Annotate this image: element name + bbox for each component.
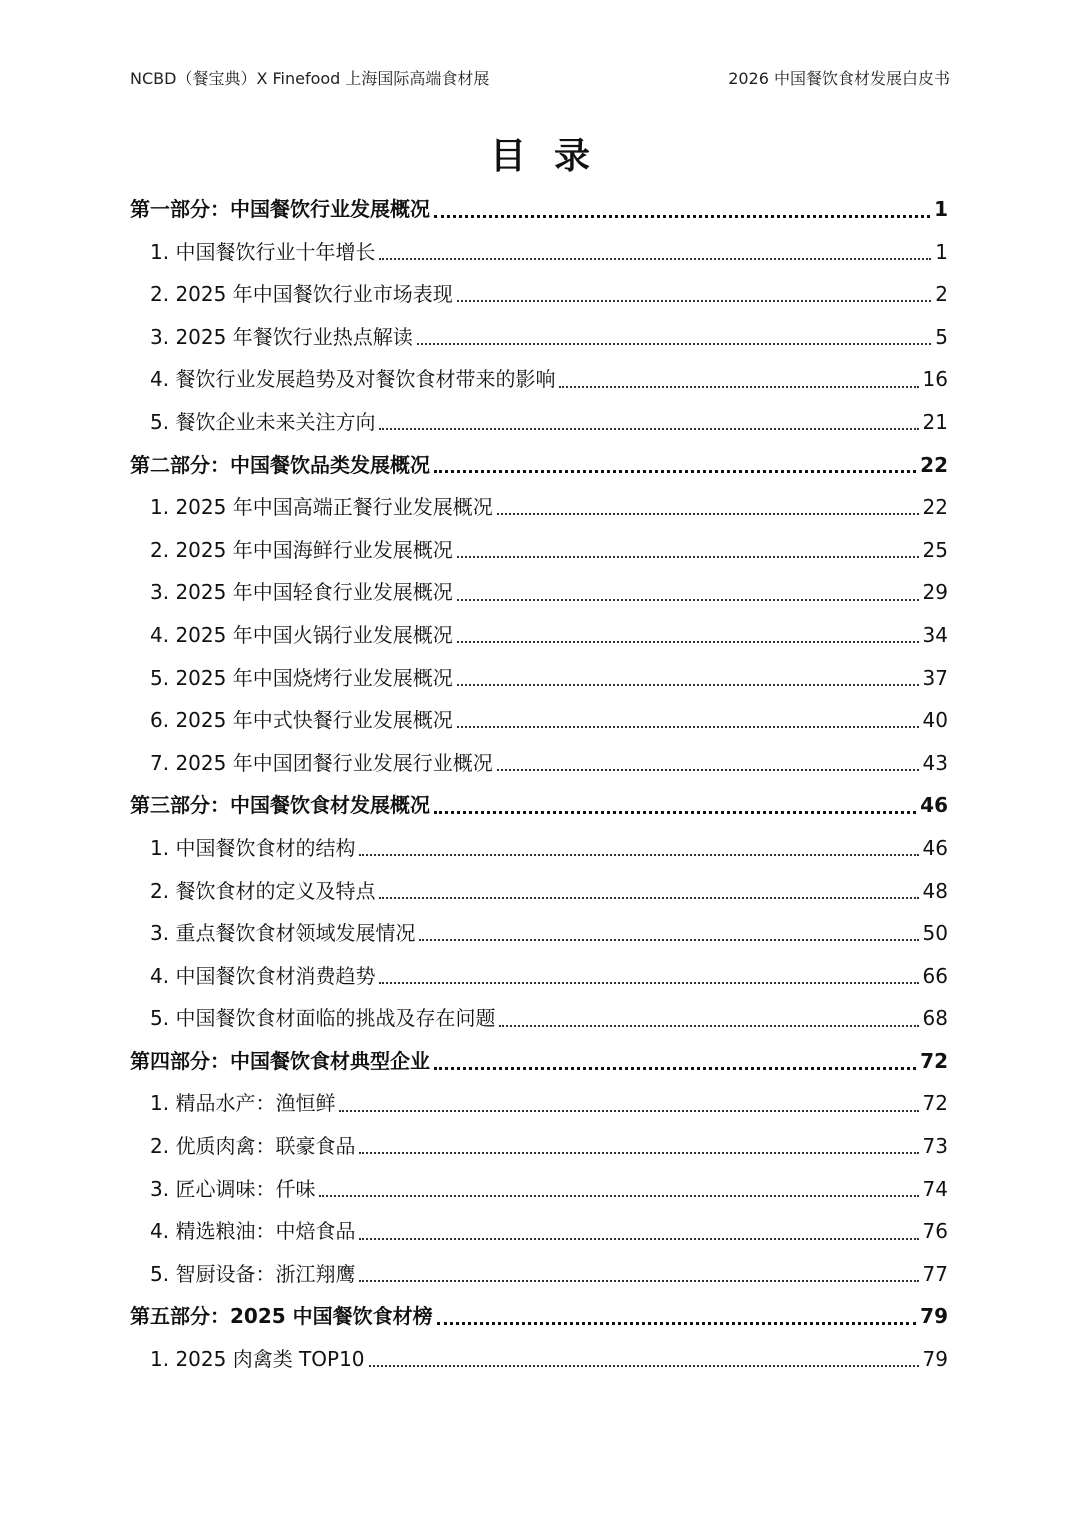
toc-entry-label: 第四部分：中国餐饮食材典型企业 xyxy=(130,1048,430,1073)
dot-leader xyxy=(379,258,931,260)
toc-entry-page-number: 22 xyxy=(922,495,948,520)
toc-item-entry[interactable] xyxy=(130,1125,948,1168)
toc-entry-label: 6. 2025 年中式快餐行业发展概况 xyxy=(150,708,453,733)
toc-entry-page-number: 50 xyxy=(922,921,948,946)
dot-leader xyxy=(339,1110,918,1112)
toc-entry-label: 2. 2025 年中国海鲜行业发展概况 xyxy=(150,537,453,562)
toc-entry-page-number: 16 xyxy=(922,367,948,392)
dot-leader xyxy=(559,386,918,388)
toc-item-entry[interactable] xyxy=(130,1168,948,1211)
page-header xyxy=(130,66,950,89)
toc-entry-label: 4. 餐饮行业发展趋势及对餐饮食材带来的影响 xyxy=(150,367,556,392)
dot-leader xyxy=(359,1238,918,1240)
toc-entry-page-number: 43 xyxy=(922,750,948,775)
toc-entry-page-number: 22 xyxy=(920,452,948,477)
toc-entry-label: 5. 2025 年中国烧烤行业发展概况 xyxy=(150,665,453,690)
toc-item-entry[interactable] xyxy=(130,912,948,955)
dot-leader xyxy=(437,1322,917,1325)
toc-entry-page-number: 1 xyxy=(935,239,948,264)
toc-entry-label: 1. 2025 年中国高端正餐行业发展概况 xyxy=(150,495,493,520)
header-left-text: NCBD（餐宝典）X Finefood 上海国际高端食材展 xyxy=(130,69,490,88)
toc-item-entry[interactable] xyxy=(130,486,948,529)
toc-entry-page-number: 79 xyxy=(922,1347,948,1372)
toc-entry-label: 2. 餐饮食材的定义及特点 xyxy=(150,878,376,903)
toc-entry-page-number: 76 xyxy=(922,1219,948,1244)
toc-entry-label: 第五部分：2025 中国餐饮食材榜 xyxy=(130,1304,433,1329)
toc-item-entry[interactable] xyxy=(130,1082,948,1125)
toc-entry-label: 4. 精选粮油：中焙食品 xyxy=(150,1219,356,1244)
toc-entry-page-number: 1 xyxy=(934,197,948,221)
toc-entry-page-number: 73 xyxy=(922,1134,948,1159)
dot-leader xyxy=(379,428,918,430)
dot-leader xyxy=(359,854,918,856)
header-right-text: 2026 中国餐饮食材发展白皮书 xyxy=(728,69,950,88)
toc-entry-page-number: 21 xyxy=(922,409,948,434)
dot-leader xyxy=(434,470,916,473)
toc-entry-label: 1. 精品水产：渔恒鲜 xyxy=(150,1091,336,1116)
toc-entry-page-number: 79 xyxy=(920,1304,948,1329)
toc-entry-page-number: 37 xyxy=(922,665,948,690)
toc-entry-label: 3. 重点餐饮食材领域发展情况 xyxy=(150,921,416,946)
toc-entry-label: 1. 中国餐饮行业十年增长 xyxy=(150,239,376,264)
dot-leader xyxy=(419,939,918,941)
dot-leader xyxy=(369,1365,919,1367)
toc-entry-page-number: 29 xyxy=(922,580,948,605)
toc-item-entry[interactable] xyxy=(130,273,948,316)
toc-item-entry[interactable] xyxy=(130,955,948,998)
dot-leader xyxy=(434,1067,916,1070)
toc-item-entry[interactable] xyxy=(130,358,948,401)
toc-entry-label: 3. 2025 年餐饮行业热点解读 xyxy=(150,324,413,349)
toc-entry-page-number: 34 xyxy=(922,622,948,647)
toc-entry-page-number: 40 xyxy=(922,708,948,733)
toc-item-entry[interactable] xyxy=(130,1338,948,1381)
toc-entry-label: 7. 2025 年中国团餐行业发展行业概况 xyxy=(150,750,493,775)
dot-leader xyxy=(434,811,916,814)
toc-entry-page-number: 68 xyxy=(922,1006,948,1031)
dot-leader xyxy=(417,343,932,345)
dot-leader xyxy=(457,599,919,601)
toc-entry-page-number: 72 xyxy=(922,1091,948,1116)
toc-item-entry[interactable] xyxy=(130,997,948,1040)
toc-item-entry[interactable] xyxy=(130,1210,948,1253)
toc-item-entry[interactable] xyxy=(130,316,948,359)
table-of-contents xyxy=(130,188,948,1381)
toc-entry-label: 1. 2025 肉禽类 TOP10 xyxy=(150,1347,365,1372)
toc-section-entry[interactable] xyxy=(130,188,948,231)
dot-leader xyxy=(457,556,919,558)
toc-entry-label: 第二部分：中国餐饮品类发展概况 xyxy=(130,452,430,477)
toc-item-entry[interactable] xyxy=(130,657,948,700)
toc-item-entry[interactable] xyxy=(130,401,948,444)
toc-entry-label: 5. 餐饮企业未来关注方向 xyxy=(150,409,376,434)
toc-entry-label: 3. 匠心调味：仟味 xyxy=(150,1176,316,1201)
toc-entry-page-number: 5 xyxy=(935,324,948,349)
dot-leader xyxy=(497,513,919,515)
toc-entry-page-number: 74 xyxy=(922,1176,948,1201)
toc-entry-label: 第三部分：中国餐饮食材发展概况 xyxy=(130,793,430,818)
toc-entry-page-number: 66 xyxy=(922,963,948,988)
dot-leader xyxy=(359,1152,918,1154)
dot-leader xyxy=(499,1025,918,1027)
toc-entry-label: 2. 2025 年中国餐饮行业市场表现 xyxy=(150,282,453,307)
toc-item-entry[interactable] xyxy=(130,231,948,274)
toc-section-entry[interactable] xyxy=(130,444,948,487)
dot-leader xyxy=(457,726,919,728)
toc-entry-label: 2. 优质肉禽：联豪食品 xyxy=(150,1134,356,1159)
toc-entry-label: 4. 中国餐饮食材消费趋势 xyxy=(150,963,376,988)
toc-entry-page-number: 77 xyxy=(922,1261,948,1286)
toc-item-entry[interactable] xyxy=(130,529,948,572)
toc-entry-page-number: 48 xyxy=(922,878,948,903)
dot-leader xyxy=(434,215,930,218)
dot-leader xyxy=(379,897,918,899)
toc-entry-label: 1. 中国餐饮食材的结构 xyxy=(150,835,356,860)
toc-item-entry[interactable] xyxy=(130,699,948,742)
toc-entry-page-number: 46 xyxy=(922,835,948,860)
dot-leader xyxy=(379,982,918,984)
toc-item-entry[interactable] xyxy=(130,614,948,657)
dot-leader xyxy=(319,1195,918,1197)
toc-item-entry[interactable] xyxy=(130,827,948,870)
toc-entry-label: 5. 智厨设备：浙江翔鹰 xyxy=(150,1261,356,1286)
toc-section-entry[interactable] xyxy=(130,784,948,827)
dot-leader xyxy=(497,769,919,771)
toc-item-entry[interactable] xyxy=(130,571,948,614)
toc-item-entry[interactable] xyxy=(130,870,948,913)
toc-section-entry[interactable] xyxy=(130,1040,948,1083)
toc-entry-label: 3. 2025 年中国轻食行业发展概况 xyxy=(150,580,453,605)
toc-item-entry[interactable] xyxy=(130,742,948,785)
dot-leader xyxy=(457,300,932,302)
toc-section-entry[interactable] xyxy=(130,1295,948,1338)
dot-leader xyxy=(457,684,919,686)
toc-entry-label: 第一部分：中国餐饮行业发展概况 xyxy=(130,197,430,221)
dot-leader xyxy=(359,1280,918,1282)
toc-entry-label: 4. 2025 年中国火锅行业发展概况 xyxy=(150,622,453,647)
toc-entry-page-number: 72 xyxy=(920,1048,948,1073)
dot-leader xyxy=(457,641,919,643)
toc-entry-page-number: 2 xyxy=(935,282,948,307)
toc-entry-page-number: 25 xyxy=(922,537,948,562)
page-title: 目录 xyxy=(489,135,618,177)
toc-entry-page-number: 46 xyxy=(920,793,948,818)
toc-entry-label: 5. 中国餐饮食材面临的挑战及存在问题 xyxy=(150,1006,496,1031)
toc-item-entry[interactable] xyxy=(130,1253,948,1296)
